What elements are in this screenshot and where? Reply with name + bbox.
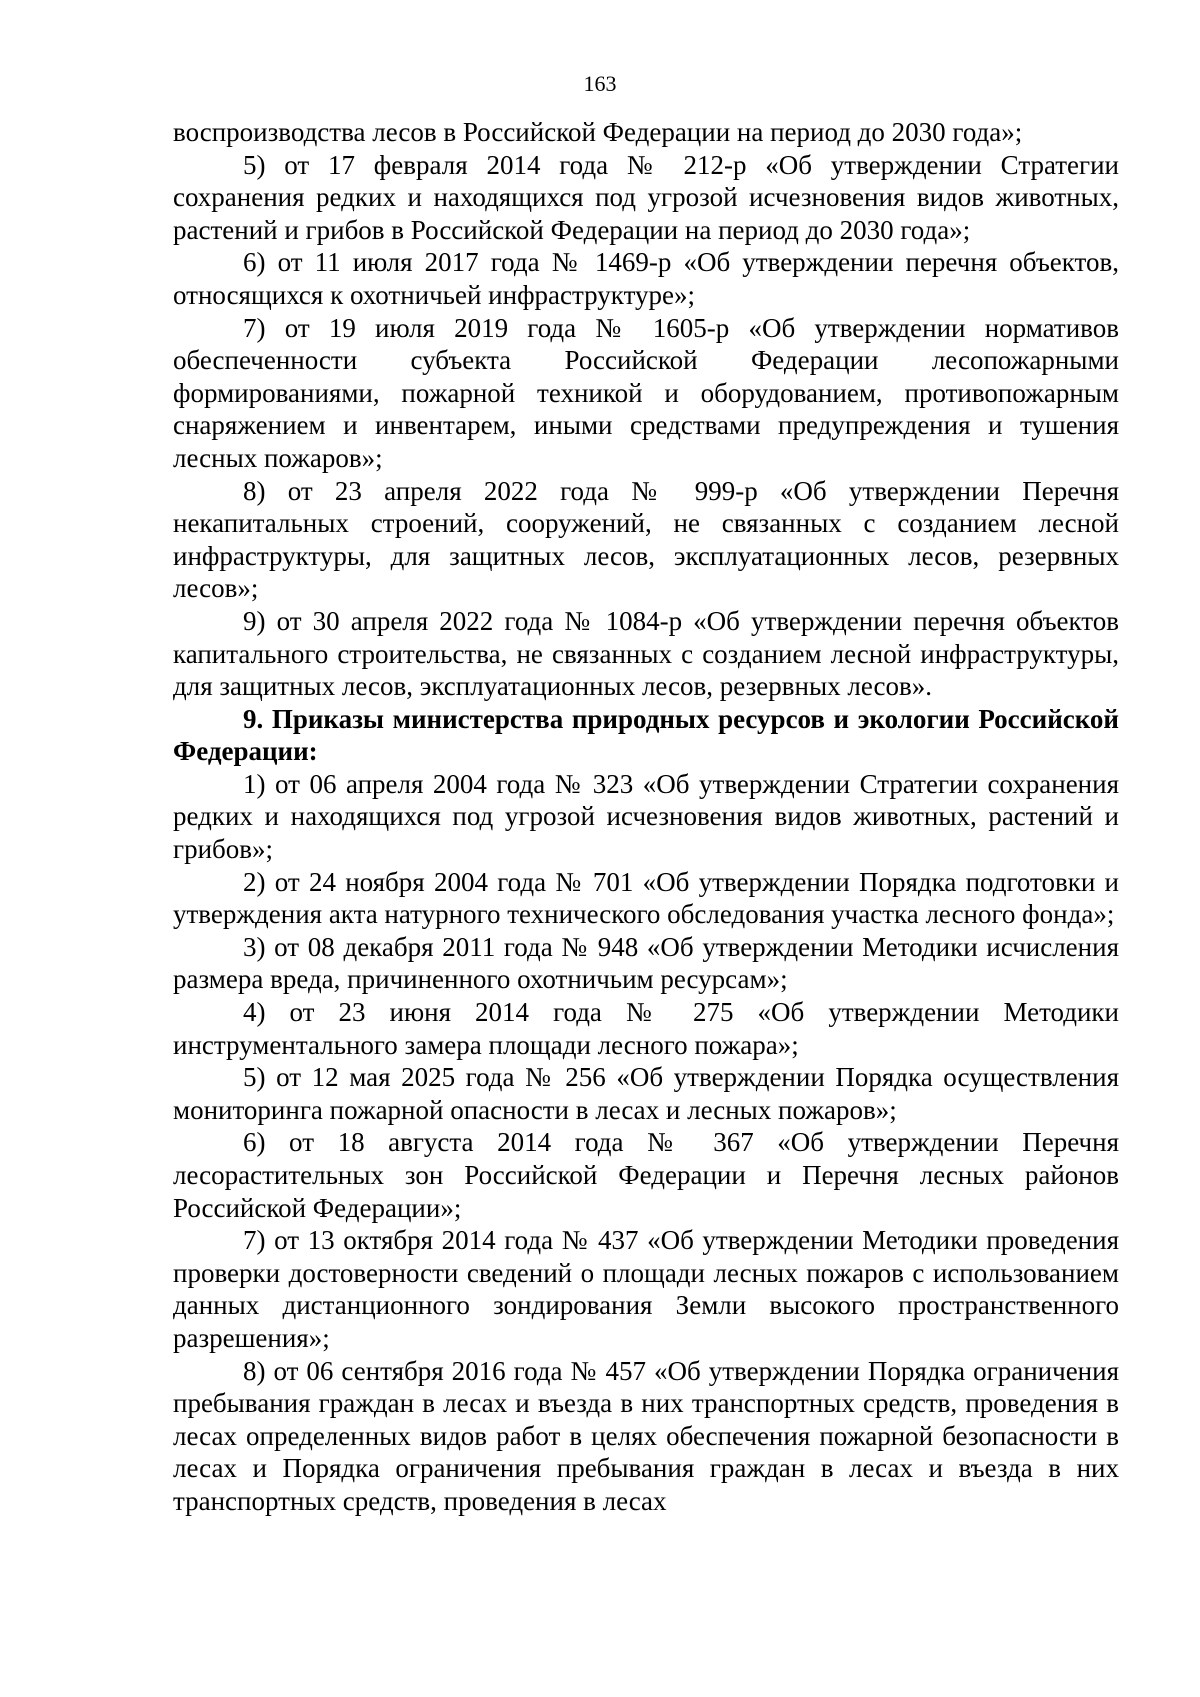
paragraph: 1) от 06 апреля 2004 года № 323 «Об утверждении Стратегии сохранения редких и находящихся под угрозой исчезновения видов животных, растений и грибов»;: [173, 768, 1119, 865]
paragraph: 2) от 24 ноября 2004 года № 701 «Об утверждении Порядка подготовки и утверждения акта натурного технического обследования участка лесного фонда»;: [173, 866, 1119, 930]
section-heading: 9. Приказы министерства природных ресурсов и экологии Российской Федерации:: [173, 703, 1119, 767]
paragraph: 3) от 08 декабря 2011 года № 948 «Об утверждении Методики исчисления размера вреда, причиненного охотничьим ресурсам»;: [173, 931, 1119, 995]
paragraph: 5) от 17 февраля 2014 года № 212-р «Об утверждении Стратегии сохранения редких и находящихся под угрозой исчезновения видов животных, растений и грибов в Российской Федерации на период до 2030 года»;: [173, 149, 1119, 245]
paragraph: 7) от 13 октября 2014 года № 437 «Об утверждении Методики проведения проверки достоверности сведений о площади лесных пожаров с использованием данных дистанционного зондирования Земли высокого пространственного разрешения»;: [173, 1225, 1119, 1353]
paragraph: 5) от 12 мая 2025 года № 256 «Об утверждении Порядка осуществления мониторинга пожарной опасности в лесах и лесных пожаров»;: [173, 1062, 1119, 1125]
paragraph: воспроизводства лесов в Российской Федерации на период до 2030 года»;: [173, 117, 1023, 147]
paragraph: 8) от 23 апреля 2022 года № 999-р «Об утверждении Перечня некапитальных строений, сооружений, не связанных с созданием лесной инфраструктуры, для защитных лесов, эксплуатационных лесов, резервных лесов»;: [173, 475, 1119, 604]
paragraph: 4) от 23 июня 2014 года № 275 «Об утверждении Методики инструментального замера площади лесного пожара»;: [173, 997, 1119, 1060]
paragraph: 8) от 06 сентября 2016 года № 457 «Об утверждении Порядка ограничения пребывания граждан в лесах и въезда в них транспортных средств, проведения в лесах определенных видов работ в целях обеспечения пожарной безопасности в лесах и Порядка ограничения пребывания граждан в лесах и въезда в них транспортных средств, проведения в лесах: [173, 1355, 1119, 1516]
document-body: [173, 116, 1119, 1518]
paragraph: 6) от 18 августа 2014 года № 367 «Об утверждении Перечня лесорастительных зон Российской Федерации и Перечня лесных районов Российской Федерации»;: [173, 1127, 1119, 1223]
paragraph: 6) от 11 июля 2017 года № 1469-р «Об утверждении перечня объектов, относящихся к охотничьей инфраструктуре»;: [173, 247, 1119, 310]
paragraph: 7) от 19 июля 2019 года № 1605-р «Об утверждении нормативов обеспеченности субъекта Российской Федерации лесопожарными формированиями, пожарной техникой и оборудованием, противопожарным снаряжением и инвентарем, иными средствами предупреждения и тушения лесных пожаров»;: [173, 312, 1119, 473]
paragraph: 9) от 30 апреля 2022 года № 1084-р «Об утверждении перечня объектов капитального строительства, не связанных с созданием лесной инфраструктуры, для защитных лесов, эксплуатационных лесов, резервных лесов».: [173, 605, 1119, 702]
page-number: 163: [583, 71, 617, 96]
